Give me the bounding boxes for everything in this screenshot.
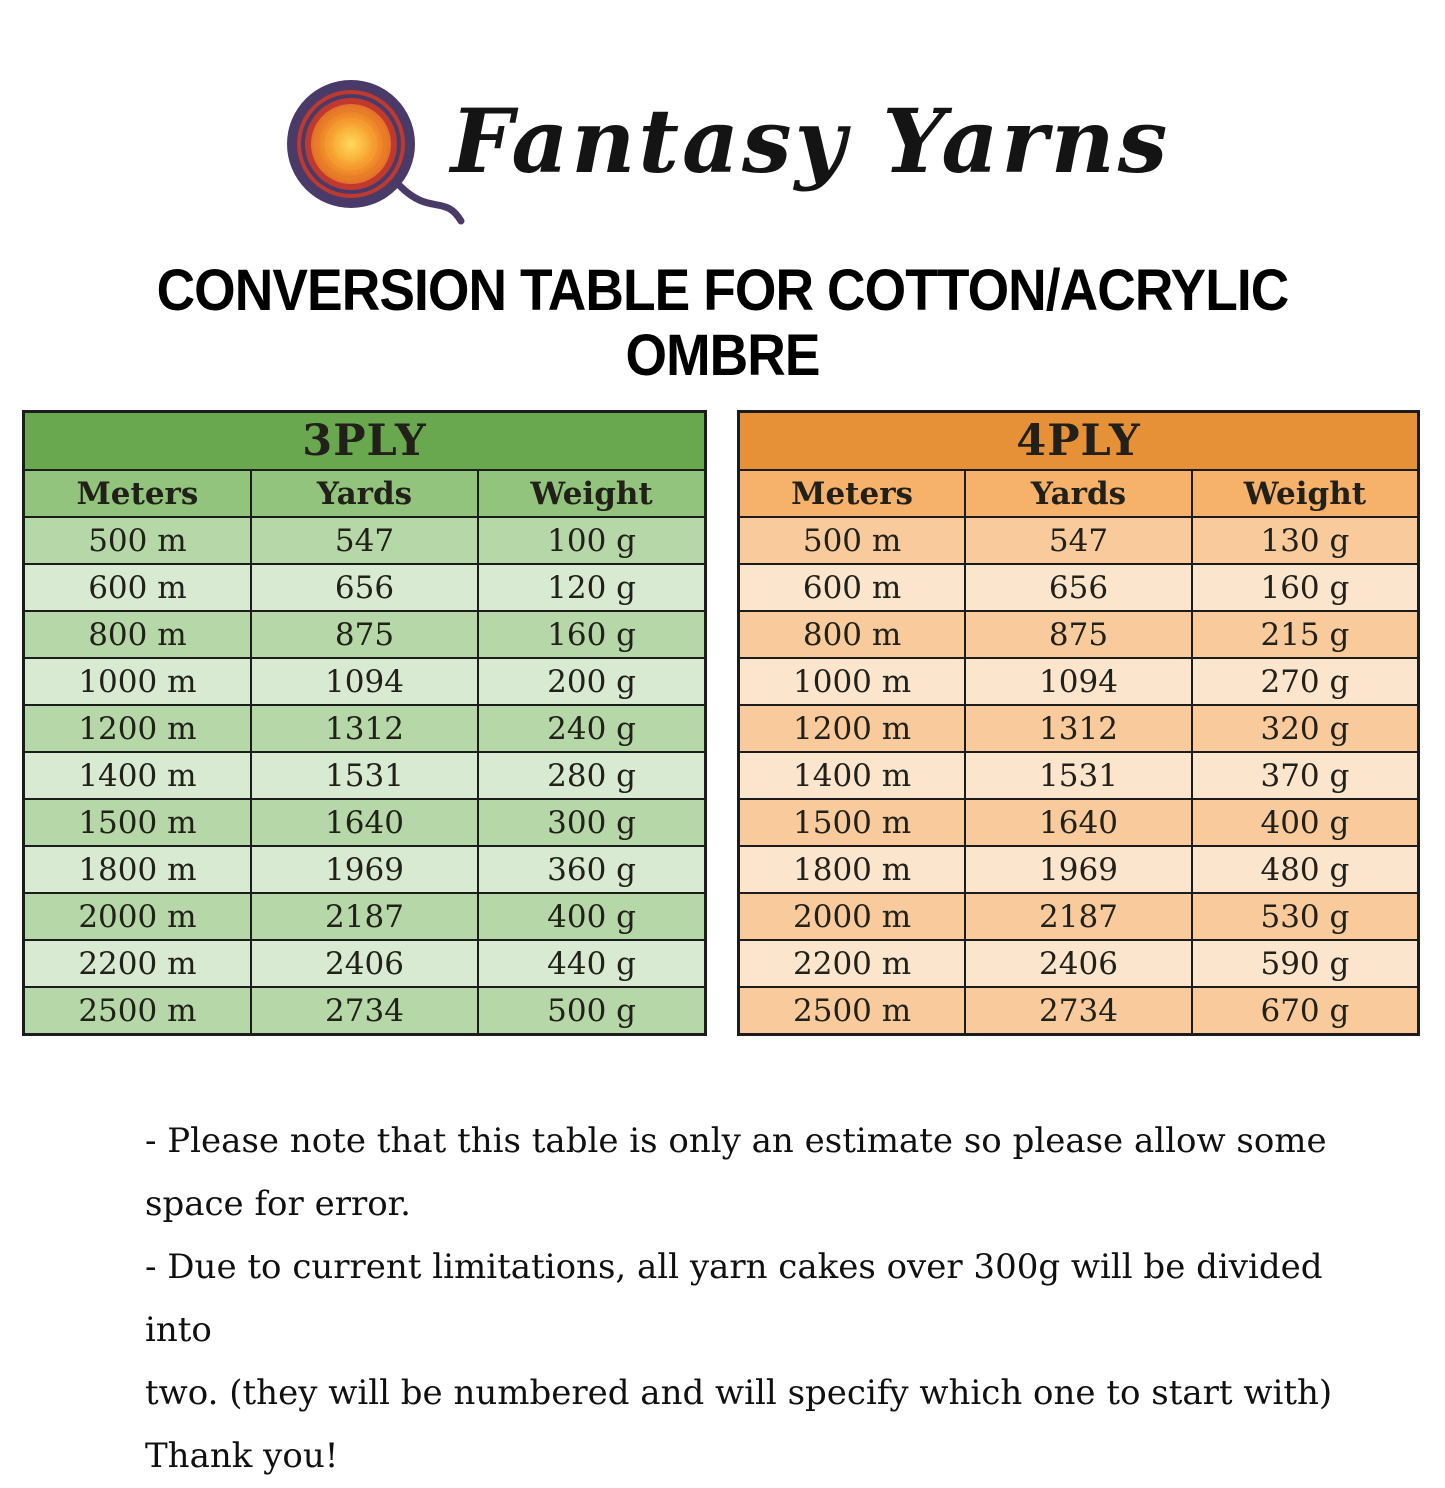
- table-cell: 100 g: [478, 517, 705, 564]
- table-title-4ply: 4PLY: [739, 412, 1419, 471]
- table-cell: 1000 m: [739, 658, 966, 705]
- table-cell: 1640: [965, 799, 1192, 846]
- table-cell: 547: [251, 517, 478, 564]
- table-cell: 270 g: [1192, 658, 1419, 705]
- table-row: [24, 940, 706, 987]
- table-cell: 160 g: [1192, 564, 1419, 611]
- table-cell: 1312: [251, 705, 478, 752]
- table-row: [739, 564, 1419, 611]
- column-header-meters: Meters: [739, 470, 966, 517]
- table-cell: 2000 m: [24, 893, 251, 940]
- table-cell: 120 g: [478, 564, 705, 611]
- column-header-weight: Weight: [478, 470, 705, 517]
- table-cell: 1200 m: [739, 705, 966, 752]
- table-header-row: [24, 470, 706, 517]
- table-row: [24, 846, 706, 893]
- column-header-weight: Weight: [1192, 470, 1419, 517]
- table-row: [739, 987, 1419, 1035]
- table-cell: 600 m: [739, 564, 966, 611]
- table-cell: 1531: [251, 752, 478, 799]
- table-cell: 1500 m: [24, 799, 251, 846]
- table-cell: 2187: [251, 893, 478, 940]
- table-cell: 1000 m: [24, 658, 251, 705]
- table-cell: 1531: [965, 752, 1192, 799]
- note-line: - Due to current limitations, all yarn cakes over 300g will be divided into: [145, 1247, 1323, 1350]
- table-cell: 1969: [251, 846, 478, 893]
- table-row: [739, 752, 1419, 799]
- brand-name: Fantasy Yarns: [450, 89, 1171, 193]
- table-cell: 360 g: [478, 846, 705, 893]
- table-row: [24, 752, 706, 799]
- note-line: - Please note that this table is only an estimate so please allow some: [145, 1121, 1327, 1161]
- table-row: [24, 799, 706, 846]
- table-row: [24, 987, 706, 1035]
- table-cell: 1312: [965, 705, 1192, 752]
- table-cell: 400 g: [478, 893, 705, 940]
- table-row: [739, 611, 1419, 658]
- table-cell: 215 g: [1192, 611, 1419, 658]
- table-cell: 800 m: [739, 611, 966, 658]
- table-cell: 500 g: [478, 987, 705, 1035]
- table-row: [739, 940, 1419, 987]
- page-title: [58, 258, 1387, 388]
- conversion-table-3ply: [22, 410, 707, 1036]
- table-cell: 1200 m: [24, 705, 251, 752]
- table-cell: 1500 m: [739, 799, 966, 846]
- table-cell: 240 g: [478, 705, 705, 752]
- table-cell: 2500 m: [739, 987, 966, 1035]
- table-cell: 2000 m: [739, 893, 966, 940]
- table-row: [739, 705, 1419, 752]
- table-cell: 1800 m: [739, 846, 966, 893]
- page-title-line1: CONVERSION TABLE FOR COTTON/ACRYLIC: [156, 258, 1289, 323]
- table-cell: 200 g: [478, 658, 705, 705]
- table-cell: 600 m: [24, 564, 251, 611]
- brand-logo: [0, 66, 1445, 226]
- table-cell: 280 g: [478, 752, 705, 799]
- table-cell: 2734: [251, 987, 478, 1035]
- table-cell: 530 g: [1192, 893, 1419, 940]
- table-row: [24, 517, 706, 564]
- table-cell: 2200 m: [739, 940, 966, 987]
- table-cell: 547: [965, 517, 1192, 564]
- table-cell: 670 g: [1192, 987, 1419, 1035]
- table-cell: 2406: [965, 940, 1192, 987]
- column-header-yards: Yards: [251, 470, 478, 517]
- note-line: Thank you!: [145, 1436, 339, 1476]
- table-row: [739, 517, 1419, 564]
- column-header-yards: Yards: [965, 470, 1192, 517]
- column-header-meters: Meters: [24, 470, 251, 517]
- table-cell: 1969: [965, 846, 1192, 893]
- table-cell: 480 g: [1192, 846, 1419, 893]
- footnotes: [145, 1110, 1355, 1488]
- conversion-table-4ply: [737, 410, 1420, 1036]
- table-row: [24, 611, 706, 658]
- table-cell: 2187: [965, 893, 1192, 940]
- table-cell: 656: [965, 564, 1192, 611]
- table-row: [24, 564, 706, 611]
- table-cell: 320 g: [1192, 705, 1419, 752]
- table-title-3ply: 3PLY: [24, 412, 706, 471]
- table-cell: 370 g: [1192, 752, 1419, 799]
- table-cell: 2406: [251, 940, 478, 987]
- table-cell: 875: [251, 611, 478, 658]
- table-row: [739, 893, 1419, 940]
- yarn-ball-icon: [275, 66, 465, 226]
- table-row: [24, 893, 706, 940]
- table-cell: 1400 m: [739, 752, 966, 799]
- table-cell: 300 g: [478, 799, 705, 846]
- table-cell: 800 m: [24, 611, 251, 658]
- table-cell: 2734: [965, 987, 1192, 1035]
- note-line: space for error.: [145, 1184, 411, 1224]
- table-row: [739, 846, 1419, 893]
- table-cell: 500 m: [739, 517, 966, 564]
- table-row: [739, 658, 1419, 705]
- table-header-row: [739, 470, 1419, 517]
- table-cell: 875: [965, 611, 1192, 658]
- table-row: [739, 799, 1419, 846]
- table-cell: 130 g: [1192, 517, 1419, 564]
- table-cell: 1800 m: [24, 846, 251, 893]
- table-cell: 440 g: [478, 940, 705, 987]
- table-cell: 500 m: [24, 517, 251, 564]
- page-title-line2: OMBRE: [625, 323, 820, 388]
- table-cell: 590 g: [1192, 940, 1419, 987]
- table-row: [24, 705, 706, 752]
- table-cell: 2500 m: [24, 987, 251, 1035]
- table-cell: 1094: [965, 658, 1192, 705]
- table-cell: 2200 m: [24, 940, 251, 987]
- table-row: [24, 658, 706, 705]
- table-cell: 1400 m: [24, 752, 251, 799]
- table-cell: 1094: [251, 658, 478, 705]
- table-cell: 400 g: [1192, 799, 1419, 846]
- table-cell: 656: [251, 564, 478, 611]
- note-line: two. (they will be numbered and will specify which one to start with): [145, 1373, 1333, 1413]
- table-cell: 1640: [251, 799, 478, 846]
- table-cell: 160 g: [478, 611, 705, 658]
